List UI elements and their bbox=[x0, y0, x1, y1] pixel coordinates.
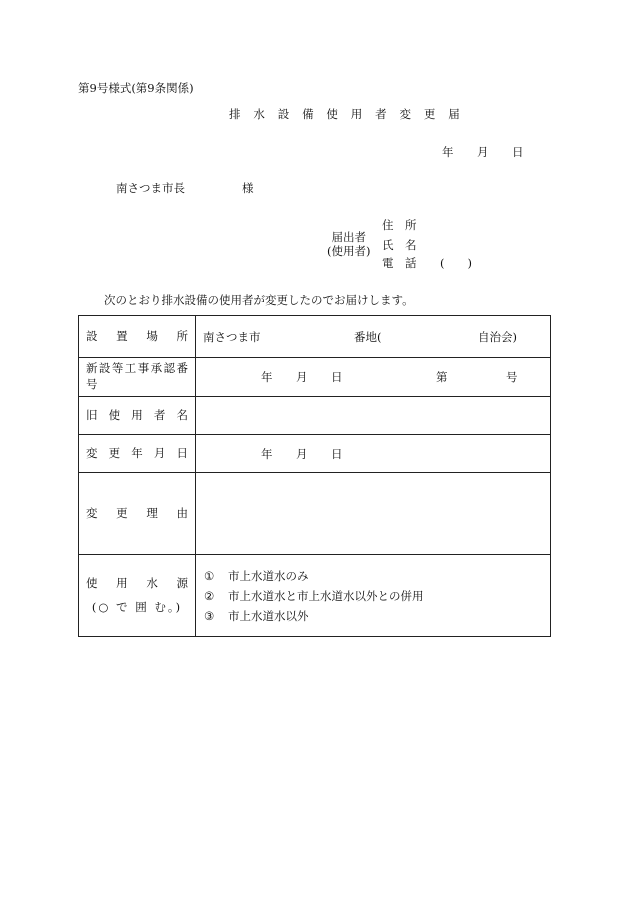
phone-label: 電 話 bbox=[382, 256, 417, 270]
location-address-label: 番地( bbox=[354, 329, 382, 344]
date-month: 月 bbox=[477, 145, 489, 159]
option-number: ③ bbox=[204, 608, 215, 623]
location-label: 設置場所 bbox=[86, 328, 188, 343]
address-label: 住 所 bbox=[382, 218, 417, 232]
water-source-note: (○ で 囲 む。) bbox=[91, 600, 183, 615]
intro-text: 次のとおり排水設備の使用者が変更したのでお届けします。 bbox=[104, 293, 414, 307]
water-source-label-cell bbox=[79, 555, 196, 637]
row-reason bbox=[79, 473, 551, 555]
approval-dai: 第 bbox=[436, 370, 448, 384]
location-field[interactable] bbox=[196, 316, 551, 358]
water-source-option-1[interactable] bbox=[196, 566, 550, 586]
row-approval bbox=[79, 358, 551, 397]
applicant-label-line1: 届出者 bbox=[331, 230, 366, 244]
location-city: 南さつま市 bbox=[203, 329, 261, 344]
approval-label: 新設等工事承認番号 bbox=[86, 361, 188, 391]
reason-label: 変更理由 bbox=[86, 505, 188, 520]
approval-month: 月 bbox=[296, 370, 308, 384]
recipient-honorific: 様 bbox=[242, 181, 254, 195]
approval-label-cell bbox=[79, 358, 196, 397]
change-month: 月 bbox=[296, 446, 308, 461]
approval-field[interactable] bbox=[196, 358, 551, 397]
row-location bbox=[79, 316, 551, 358]
reason-field[interactable] bbox=[196, 473, 551, 555]
applicant-label-line2: (使用者) bbox=[327, 244, 371, 258]
option-number: ② bbox=[204, 588, 215, 603]
form-title: 排 水 設 備 使 用 者 変 更 届 bbox=[229, 107, 465, 121]
water-source-option-3[interactable] bbox=[196, 606, 550, 626]
old-user-label: 旧使用者名 bbox=[86, 407, 188, 422]
approval-go: 号 bbox=[506, 370, 518, 384]
location-community-label: 自治会) bbox=[478, 329, 517, 344]
row-change-date bbox=[79, 435, 551, 473]
option-number: ① bbox=[204, 568, 215, 583]
date-year: 年 bbox=[442, 145, 454, 159]
water-source-options bbox=[196, 555, 551, 637]
location-label-cell bbox=[79, 316, 196, 358]
option-text: 市上水道水以外 bbox=[228, 608, 309, 623]
old-user-label-cell bbox=[79, 397, 196, 435]
applicant-label bbox=[327, 230, 370, 258]
old-user-field[interactable] bbox=[196, 397, 551, 435]
option-text: 市上水道水と市上水道水以外との併用 bbox=[228, 588, 424, 603]
form-table bbox=[78, 315, 551, 637]
date-day: 日 bbox=[512, 145, 524, 159]
option-text: 市上水道水のみ bbox=[228, 568, 309, 583]
name-label: 氏 名 bbox=[382, 238, 417, 252]
reason-label-cell bbox=[79, 473, 196, 555]
recipient-name: 南さつま市長 bbox=[116, 181, 185, 195]
phone-field[interactable]: ( ) bbox=[440, 256, 472, 270]
change-date-label: 変更年月日 bbox=[86, 445, 188, 460]
water-source-label: 使用水源 bbox=[86, 575, 188, 590]
water-source-option-2[interactable] bbox=[196, 586, 550, 606]
change-year: 年 bbox=[261, 446, 273, 461]
approval-day: 日 bbox=[331, 370, 343, 384]
change-day: 日 bbox=[331, 446, 343, 461]
row-old-user bbox=[79, 397, 551, 435]
change-date-label-cell bbox=[79, 435, 196, 473]
approval-year: 年 bbox=[261, 370, 273, 384]
form-number: 第9号様式(第9条関係) bbox=[78, 81, 194, 95]
row-water-source bbox=[79, 555, 551, 637]
change-date-field[interactable] bbox=[196, 435, 551, 473]
